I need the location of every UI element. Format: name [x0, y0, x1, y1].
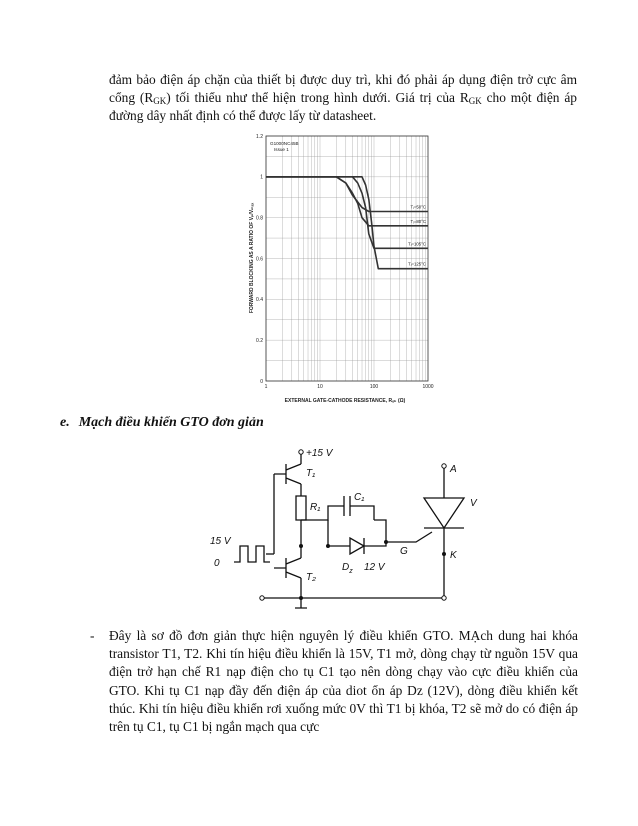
chart-lines	[266, 177, 428, 269]
gate-wire	[374, 520, 432, 542]
bullet-paragraph: Đây là sơ đồ đơn giản thực hiện nguyên lý điều khiển GTO. MẠch dung hai khóa transistor T1, T2. Khi tín hiệu điều khiển là 15V, T1 mở, dòng chạy từ nguồn 15V qua điện trở hạn chế R1 nạp điện cho tụ C1 tạo nên dòng chạy vào cực điều khiển của GTO. Khi tụ C1 nạp đầy đến điện áp của diot ổn áp Dz (12V), dòng điều khiển kết thúc. Khi tín hiệu điều khiển rơi xuống mức 0V thì T1 bị khóa, T2 sẽ mở do có điện áp trên tụ C1, tụ C1 bị ngắn mạch qua cực	[109, 628, 578, 735]
node-r1-bottom	[326, 544, 330, 548]
node-t2-top	[299, 544, 303, 548]
chart-y-tick-label: 0.4	[256, 297, 263, 304]
node-anode	[442, 464, 446, 468]
dz-diode	[350, 538, 364, 554]
label-input-low: 0	[214, 558, 220, 569]
ground-rail	[264, 578, 444, 608]
c1-capacitor	[344, 496, 350, 516]
chart-device-label-1: G1000NC45B	[270, 141, 299, 146]
label-c1: C₁	[354, 492, 365, 503]
chart-x-tick-label: 1000	[422, 384, 434, 390]
node-gate	[384, 540, 388, 544]
intro-text-3: cho một điện áp đường dây nhất định có thể được lấy từ datasheet.	[109, 90, 577, 124]
gto-drive-circuit-diagram	[204, 446, 510, 616]
chart-series-line	[266, 177, 428, 212]
label-input-high: 15 V	[210, 536, 231, 547]
gto-body	[424, 466, 464, 598]
input-waveform	[234, 546, 270, 562]
label-t1: T₁	[306, 468, 316, 479]
intro-text-1: đảm bảo điện áp chặn của thiết bị được duy trì, khi đó phải áp dụng điện trở cực âm cổng (R	[109, 72, 577, 106]
intro-text-2: ) tối thiểu như thể hiện trong hình dưới. Giá trị của R	[166, 90, 469, 106]
chart-y-tick-label: 0	[260, 378, 263, 385]
chart-y-tick-label: 1	[260, 174, 263, 181]
section-letter: e.	[60, 415, 70, 430]
section-title: Mạch điều khiển GTO đơn giản	[78, 415, 264, 430]
section-heading	[60, 415, 264, 431]
label-cathode: K	[450, 550, 457, 561]
node-supply	[299, 450, 303, 454]
label-t2: T₂	[306, 572, 316, 583]
node-cathode	[442, 552, 446, 556]
blocking-ratio-chart	[236, 130, 446, 412]
intro-subscript-1: GK	[153, 96, 167, 107]
label-dz: $D_z$	[342, 562, 353, 575]
chart-y-tick-label: 1.2	[256, 133, 263, 140]
chart-series-line	[266, 177, 428, 249]
chart-y-tick-label: 0.8	[256, 215, 263, 222]
label-gate: G	[400, 546, 408, 557]
label-supply: +15 V	[306, 448, 333, 459]
intro-subscript-2: GK	[468, 96, 482, 107]
chart-series-labels	[408, 205, 426, 267]
node-ground-left	[260, 596, 264, 600]
label-anode: A	[450, 464, 457, 475]
chart-x-tick-label: 100	[369, 384, 379, 390]
chart-series-label: Tⱼ=80°C	[410, 218, 426, 224]
chart-series-line	[266, 177, 428, 226]
bullet-dash: -	[90, 628, 95, 643]
intro-paragraph	[109, 71, 577, 126]
label-r1: R₁	[310, 502, 321, 513]
chart-series-label: Tⱼ=105°C	[408, 241, 426, 247]
node-ground	[299, 596, 303, 600]
chart-ticks	[256, 134, 434, 390]
label-device: V	[470, 498, 477, 509]
chart-y-tick-label: 0.2	[256, 337, 263, 344]
t2-transistor	[274, 558, 301, 578]
chart-y-tick-label: 0.6	[256, 256, 263, 263]
chart-x-tick-label: 10	[317, 384, 323, 390]
chart-grid	[266, 136, 428, 381]
chart-x-tick-label: 1	[264, 384, 268, 390]
chart-y-axis-label: FORWARD BLOCKING AS A RATIO OF Vₚ/Vₘₐₓ	[249, 202, 255, 314]
chart-device-label-2: Issue 1	[274, 147, 289, 152]
t1-transistor	[274, 464, 301, 484]
chart-x-axis-label: EXTERNAL GATE-CATHODE RESISTANCE, Rₒₖ (Ω)	[284, 398, 406, 404]
node-ground-right	[442, 596, 446, 600]
r1-resistor	[296, 484, 306, 546]
label-dz-value: 12 V	[364, 562, 385, 573]
chart-series-label: Tⱼ=125°C	[408, 261, 426, 267]
chart-series-line	[266, 177, 428, 269]
chart-series-label: Tⱼ=50°C	[410, 204, 426, 210]
